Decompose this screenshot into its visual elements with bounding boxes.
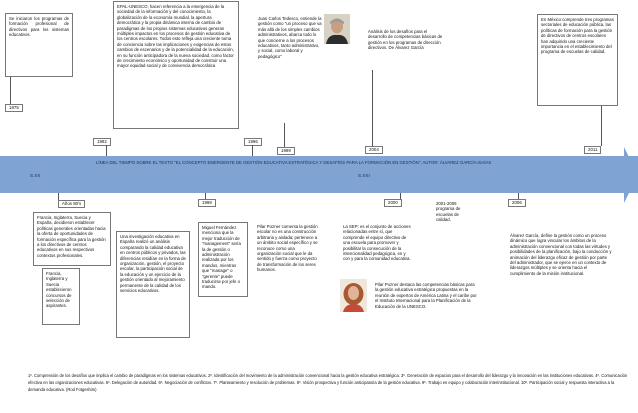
event-sep-box: La SEP: es el conjunto de acciones relacionadas entre sí, que comprende el equipo directivo de una escuela para promover y posibilitar la consecución de la intencionalidad pedagógica, en y con y para la comunidad educativa. — [340, 222, 416, 272]
connector-1996 — [252, 145, 253, 156]
year-2011-label: 2011 — [584, 146, 601, 154]
year-1996-label: 1996 — [244, 138, 262, 146]
era-left-label: S.XX — [30, 173, 41, 178]
event-80s-sub-box: Francia, Inglaterra y Suecia establecieron concursos de selección de aspirantes. — [42, 268, 80, 325]
connector-1975 — [10, 77, 11, 105]
event-2011-box: En México comprende tres programas sectoriales de educación pública, las políticas de formación para la gestión de directivos de centros escolares han adquirido una creciente importancia en el establecimiento del programa de escuelas de calidad. — [537, 14, 618, 106]
era-right-label: S.XXI — [358, 173, 370, 178]
connector-1999 — [284, 123, 285, 147]
year-1999-label: 1999 — [277, 147, 295, 155]
event-2001-box: 2001-2006 programa de escuelas de calidad. — [433, 199, 469, 233]
timeline-arrow-icon — [624, 147, 638, 203]
event-pozner-2-box: Pilar Pozner destaca las competencias básicas para la gestión educativa estratégica propuestas en la reunión de expertos de América Latina y el caribe por el Instituto Internacional para la Planificación de la Educación de la UNESCO. — [372, 280, 480, 335]
event-2006-box: Álvarez García, define la gestión como un proceso dinámico que logra vincular los ámbitos de la administración convencional con todas las virtudes y posibilidades de la planificación, bajo la conducción y animación del liderazgo eficaz de gestión por parte del administrador, que se ejerce en un contexto de liderazgos múltiples y se orienta hacia el cumplimiento de la misión institucional. — [507, 231, 615, 304]
year-80s-label: Años 80's — [58, 200, 85, 208]
year-2004-label: 2004 — [365, 146, 383, 154]
event-1992-box: EPAL-UNESCO, hacen referencia a la emergencia de la sociedad de la información y del conocimiento, la globalización de la economía mundial, la apertura democrática y la propia dinámica interna de cambio de paradigmas de los propios sistemas educativos generan múltiples impactos en los procesos de gestión educativa de los centros escolares. Todos esto refleja una creciente toma de conciencia sobre las implicaciones y exigencias de estos cambios de escenarios y de la potencialidad de la educación, en su función anticipadora de la nueva sociedad, como factor de crecimiento económico y oportunidad de construir una mayor equidad social y de convivencia democrática — [113, 1, 239, 129]
photo-tedesco-icon — [324, 14, 350, 44]
connector-2011 — [601, 106, 602, 146]
year-1975-label: 1975 — [5, 104, 23, 112]
event-1975-box: Se iniciaron los programas de formación profesional de directivos para los sistemas educativos. — [5, 13, 73, 77]
photo-pozner-icon — [340, 279, 367, 312]
event-spain-box: Una investigación educativa en España realizó un análisis comparando la calidad educativa en centros públicos y privados, las diferencias residían en la forma de organización, gestión, el proyecto escolar, la participación social de la educación y un ejercicio de la gestión orientado al mejoramiento permanente de la calidad de los servicios educativos. — [116, 231, 190, 338]
event-2004-box: Análisis de los desafíos para el desarrollo de competencias básicas de gestión en los programas de dirección directivos. De Álvarez García — [365, 27, 448, 70]
year-2006-label: 2006 — [508, 199, 526, 207]
connector-1992 — [106, 145, 107, 156]
event-1999-box: Juan Carlos Tedesco, entiende la gestión como "un proceso que va más allá de los simples cambios administrativos, abarca todo lo que concierne a los procesos educativos, tanto administrativo, y social, como laboral y pedagógico" — [255, 14, 325, 123]
timeline-title: LÍNEA DEL TIEMPO SOBRE EL TEXTO "EL CONCEPTO EMERGENTE DE GESTIÓN EDUCATIVA ESTRATÉGICA Y DESAFÍOS PARA LA FORMACIÓN EN GESTIÓN", AUTOR: ÁLVAREZ GARCÍA ISAÍAS — [96, 160, 492, 165]
competencies-footer: 1º. Comprensión de los desafíos que implica el cambio de paradigmas en los sistemas educativos. 2º. Identificación del movimiento de la administración convencional hacia la gestión educativa estratégica. 3º. Generación de espacios para el desarrollo del liderazgo y la innovación en las instituciones educativas. 4º. Comunicación efectiva en las organizaciones educativas. 5º. Delegación de autoridad. 6º. Negociación de conflictos. 7º. Planteamiento y resolución de problemas. 8º. Visión prospectiva y función anticipatoria de la gestión educativa. 9º. Trabajo en equipo y colaboración interinstitucional. 10º. Participación social y respuesta interactiva a la demanda educativa. (Rod Fotgeshim) — [28, 373, 628, 392]
event-1998-box: Miguel Fernández menciona que la mejor traducción de "management" sería la de gestión o administración realizada por los mandos, mientras que "manage" o "gerente" puede traducirse por jefe o mando. — [198, 222, 248, 297]
year-2000-label: 2000 — [384, 199, 402, 207]
year-1992-label: 1992 — [93, 138, 111, 146]
event-pozner-1-box: Pilar Pozner comenta la gestión escolar no es una construcción arbitraria y aislada; pertenece a un ámbito social específico y se reconoce como una organización social que le da sentido y fuerza como proyecto de transformación de los seres humanos. — [254, 222, 322, 340]
connector-2004 — [372, 70, 373, 146]
event-80s-box: Francia, Inglaterra, Suecia y España, decidieron establecer políticas generales orientadas hacia la oferta de oportunidades de formación específica para la gestión a los directivos de centros educativos en sus respectivos contextos profesionales. — [33, 212, 111, 266]
year-1998-label: 1998 — [198, 199, 216, 207]
